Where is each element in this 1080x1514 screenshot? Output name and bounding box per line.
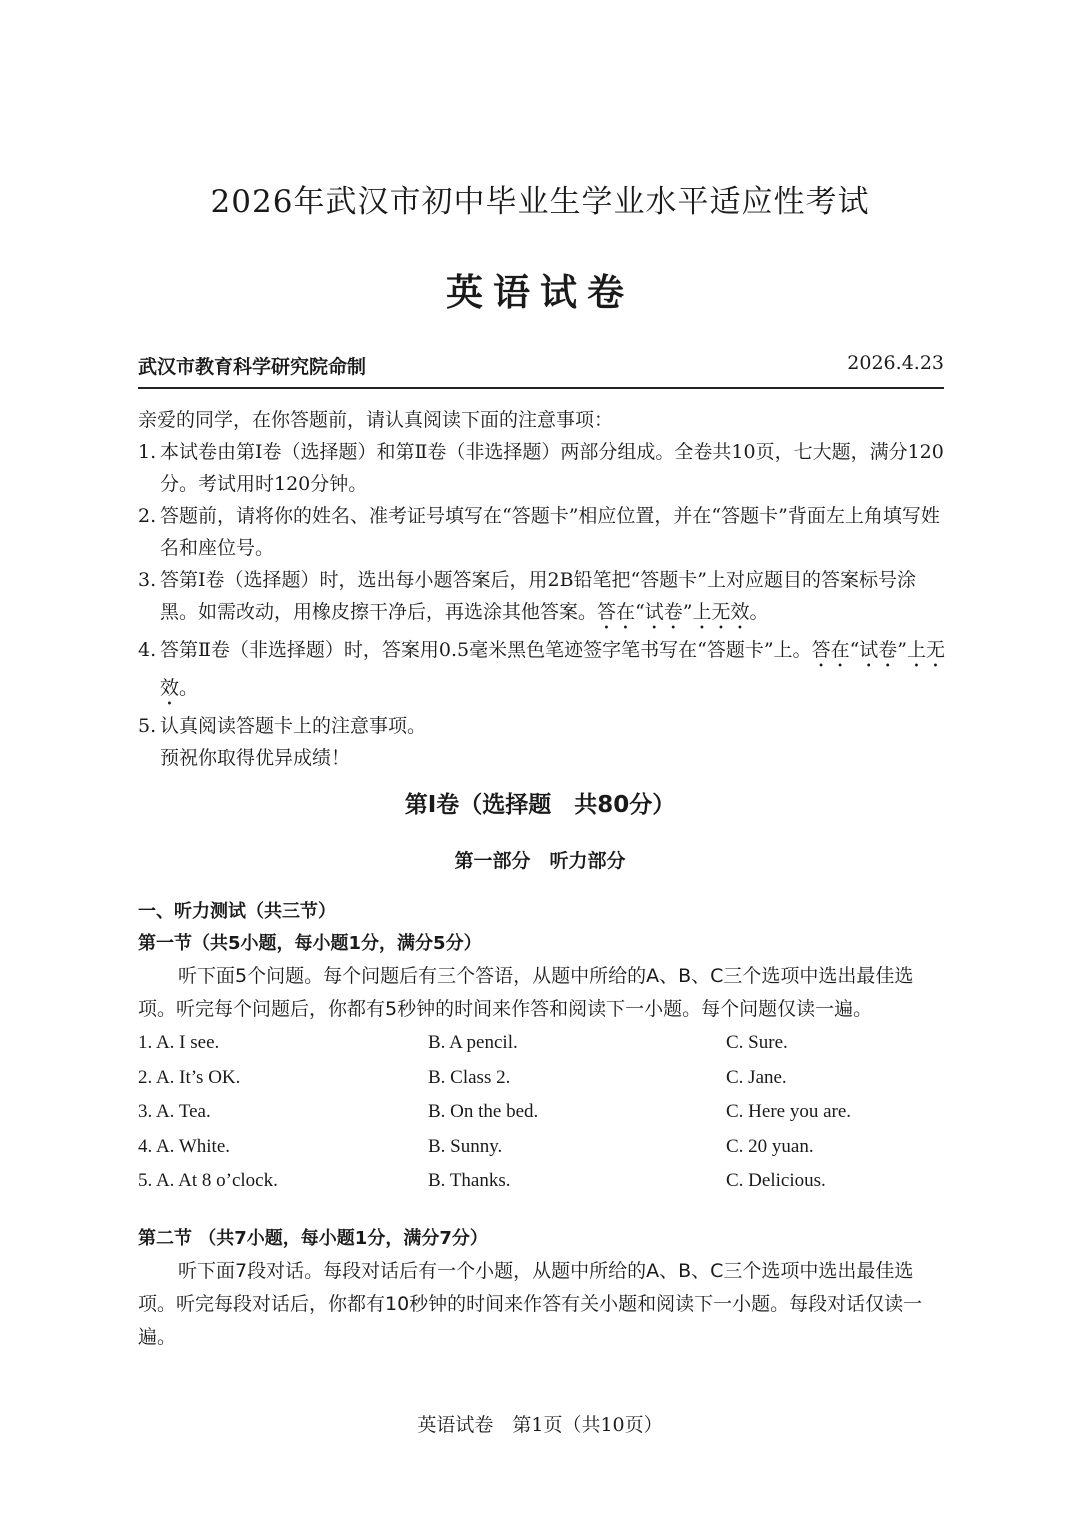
notice-greeting: 亲爱的同学，在你答题前，请认真阅读下面的注意事项： — [138, 409, 614, 431]
section2 — [138, 1223, 948, 1354]
option-a: 2. A. It’s OK. — [138, 1066, 241, 1088]
notice-item-number: 1. — [138, 441, 157, 463]
exam-date: 2026.4.23 — [847, 352, 944, 374]
question-row — [138, 1026, 948, 1061]
notice-item-number: 4. — [138, 639, 157, 661]
notice-item — [138, 564, 948, 634]
notice-item — [138, 436, 948, 500]
question-row — [138, 1095, 948, 1130]
section2-heading: 第二节 （共7小题，每小题1分，满分7分） — [138, 1227, 488, 1249]
page-footer: 英语试卷 第1页（共10页） — [417, 1414, 663, 1436]
option-c: C. Sure. — [726, 1032, 788, 1053]
option-a: 5. A. At 8 o’clock. — [138, 1170, 278, 1191]
question-row — [138, 1130, 948, 1165]
notice-item-text: 答第Ⅰ卷（选择题）时，选出每小题答案后，用2B铅笔把“答题卡”上对应题目的答案标号涂黑。如需改动，用橡皮擦干净后，再选涂其他答案。 — [160, 569, 916, 623]
option-b: B. Class 2. — [428, 1066, 511, 1088]
notice-item-emphasis: 答在“试卷”上无效。 — [597, 601, 769, 623]
notice-item-text: 答第Ⅱ卷（非选择题）时，答案用0.5毫米黑色笔迹签字笔书写在“答题卡”上。 — [160, 639, 812, 661]
notice-closing: 预祝你取得优异成绩！ — [160, 747, 351, 769]
issuer-row — [138, 352, 944, 389]
notice-item-text: 本试卷由第Ⅰ卷（选择题）和第Ⅱ卷（非选择题）两部分组成。全卷共10页，七大题，满分120分。考试用时120分钟。 — [160, 441, 944, 495]
question-row — [138, 1164, 948, 1199]
option-c: C. Here you are. — [726, 1101, 852, 1122]
option-a: 3. A. Tea. — [138, 1101, 211, 1122]
option-c: C. Delicious. — [726, 1170, 826, 1191]
listening-title: 一、听力测试（共三节） — [138, 901, 336, 922]
option-b: B. Sunny. — [428, 1135, 503, 1157]
section2-instruction: 听下面7段对话。每段对话后有一个小题，从题中所给的A、B、C三个选项中选出最佳选项。听完每段对话后，你都有10秒钟的时间来作答有关小题和阅读下一小题。每段对话仅读一遍。 — [138, 1259, 923, 1348]
notice-item-text: 答题前，请将你的姓名、准考证号填写在“答题卡”相应位置，并在“答题卡”背面左上角填写姓名和座位号。 — [160, 505, 940, 559]
notice-item-body — [160, 564, 948, 634]
subject-title: 英语试卷 — [446, 271, 634, 314]
notice-item — [138, 634, 948, 710]
exam-title: 2026年武汉市初中毕业生学业水平适应性考试 — [210, 184, 870, 220]
notice-item-text: 认真阅读答题卡上的注意事项。 — [160, 715, 427, 737]
option-c: C. Jane. — [726, 1066, 787, 1088]
option-c: C. 20 yuan. — [726, 1135, 814, 1157]
notice-item-emphasis: 答在“试卷”上无效。 — [160, 639, 945, 699]
option-b: B. A pencil. — [428, 1032, 518, 1053]
question-row — [138, 1061, 948, 1096]
notice-item — [138, 500, 948, 564]
notice-item — [138, 710, 948, 742]
section1-instruction: 听下面5个问题。每个问题后有三个答语，从题中所给的A、B、C三个选项中选出最佳选项。听完每个问题后，你都有5秒钟的时间来作答和阅读下一小题。每个问题仅读一遍。 — [138, 965, 914, 1020]
notice-list — [138, 436, 948, 742]
option-a: 4. A. White. — [138, 1135, 231, 1157]
notice-item-number: 3. — [138, 569, 157, 591]
question-list — [138, 1026, 948, 1199]
notice-item-number: 5. — [138, 715, 157, 737]
part-title: 第一部分 听力部分 — [454, 850, 626, 872]
notice-block — [138, 404, 948, 774]
section1-heading: 第一节（共5小题，每小题1分，满分5分） — [138, 933, 482, 954]
volume-title: 第Ⅰ卷（选择题 共80分） — [404, 792, 676, 818]
issuer: 武汉市教育科学研究院命制 — [138, 356, 367, 378]
listening-section — [138, 896, 948, 1354]
notice-item-number: 2. — [138, 505, 157, 527]
option-b: B. On the bed. — [428, 1101, 539, 1122]
option-a: 1. A. I see. — [138, 1032, 220, 1053]
option-b: B. Thanks. — [428, 1170, 511, 1191]
notice-item-body — [160, 634, 948, 710]
